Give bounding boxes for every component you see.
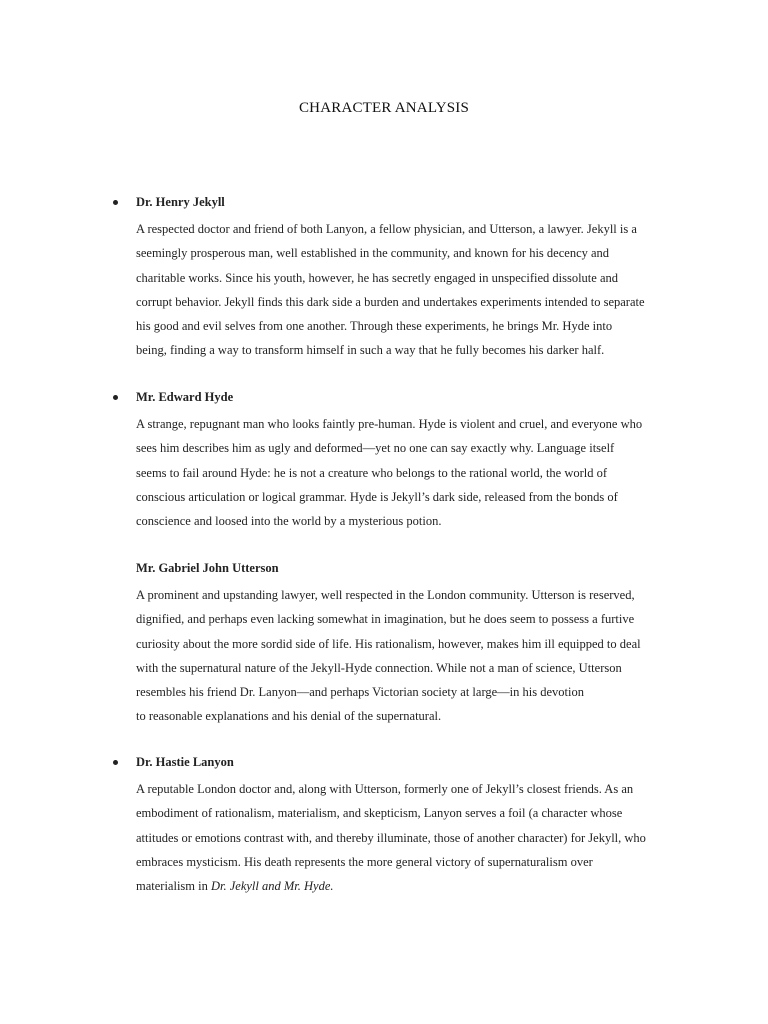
character-name: Mr. Gabriel John Utterson [136, 561, 279, 575]
description-line: A reputable London doctor and, along with Utterson, formerly one of Jekyll’s closest friends. As an [136, 782, 634, 796]
description-line: A strange, repugnant man who looks faintly pre-human. Hyde is violent and cruel, and everyone who [136, 417, 643, 431]
character-description [136, 217, 681, 363]
description-line: embraces mysticism. His death represents the more general victory of supernaturalism over [136, 854, 593, 869]
character-description [136, 583, 681, 729]
description-line: attitudes or emotions contrast with, and thereby illuminate, those of another character) for Jekyll, who [136, 830, 646, 845]
description-line: embodiment of rationalism, materialism, and skepticism, Lanyon serves a foil (a character whose [136, 806, 623, 821]
character-name: Mr. Edward Hyde [136, 390, 234, 404]
description-line: conscience and loosed into the world by a mysterious potion. [136, 514, 442, 529]
description-line: A respected doctor and friend of both Lanyon, a fellow physician, and Utterson, a lawyer. Jekyll is a [136, 222, 637, 236]
description-text: materialism in [136, 879, 211, 894]
book-title-italic: Dr. Jekyll and Mr. Hyde. [210, 879, 334, 894]
description-line: to reasonable explanations and his denial of the supernatural. [136, 709, 442, 724]
description-line: resembles his friend Dr. Lanyon—and perhaps Victorian society at large—in his devotion [136, 685, 584, 700]
description-line: curiosity about the more sordid side of life. His rationalism, however, makes him ill equipped to deal [136, 636, 641, 651]
description-line: his good and evil selves from one another. Through these experiments, he brings Mr. Hyde into [136, 319, 613, 334]
description-line: with the supernatural nature of the Jekyll-Hyde connection. While not a man of science, Utterson [136, 660, 622, 675]
description-line: dignified, and perhaps even lacking somewhat in imagination, but he does seem to possess a furtive [136, 612, 635, 627]
bullet-icon [113, 760, 118, 765]
description-line: being, finding a way to transform himself in such a way that he fully becomes his darker half. [136, 343, 605, 358]
character-name: Dr. Hastie Lanyon [136, 755, 234, 769]
description-line: corrupt behavior. Jekyll finds this dark side a burden and undertakes experiments intended to separate [136, 294, 645, 309]
description-line-last [136, 874, 681, 898]
character-description [136, 412, 681, 533]
description-line: seems to fail around Hyde: he is not a creature who belongs to the rational world, the world of [136, 465, 608, 480]
description-line: sees him describes him as ugly and deformed—yet no one can say exactly why. Language itself [136, 441, 615, 456]
description-line: charitable works. Since his youth, however, he has secretly engaged in unspecified dissolute and [136, 270, 619, 285]
bullet-icon [113, 200, 118, 205]
page-title: CHARACTER ANALYSIS [298, 100, 470, 116]
character-name: Dr. Henry Jekyll [136, 195, 225, 209]
character-description [136, 777, 681, 898]
description-line: seemingly prosperous man, well established in the community, and known for his decency and [136, 246, 610, 261]
description-line: A prominent and upstanding lawyer, well respected in the London community. Utterson is reserved, [136, 588, 635, 602]
bullet-icon [113, 395, 118, 400]
description-line: conscious articulation or logical grammar. Hyde is Jekyll’s dark side, released from the bonds of [136, 489, 618, 504]
